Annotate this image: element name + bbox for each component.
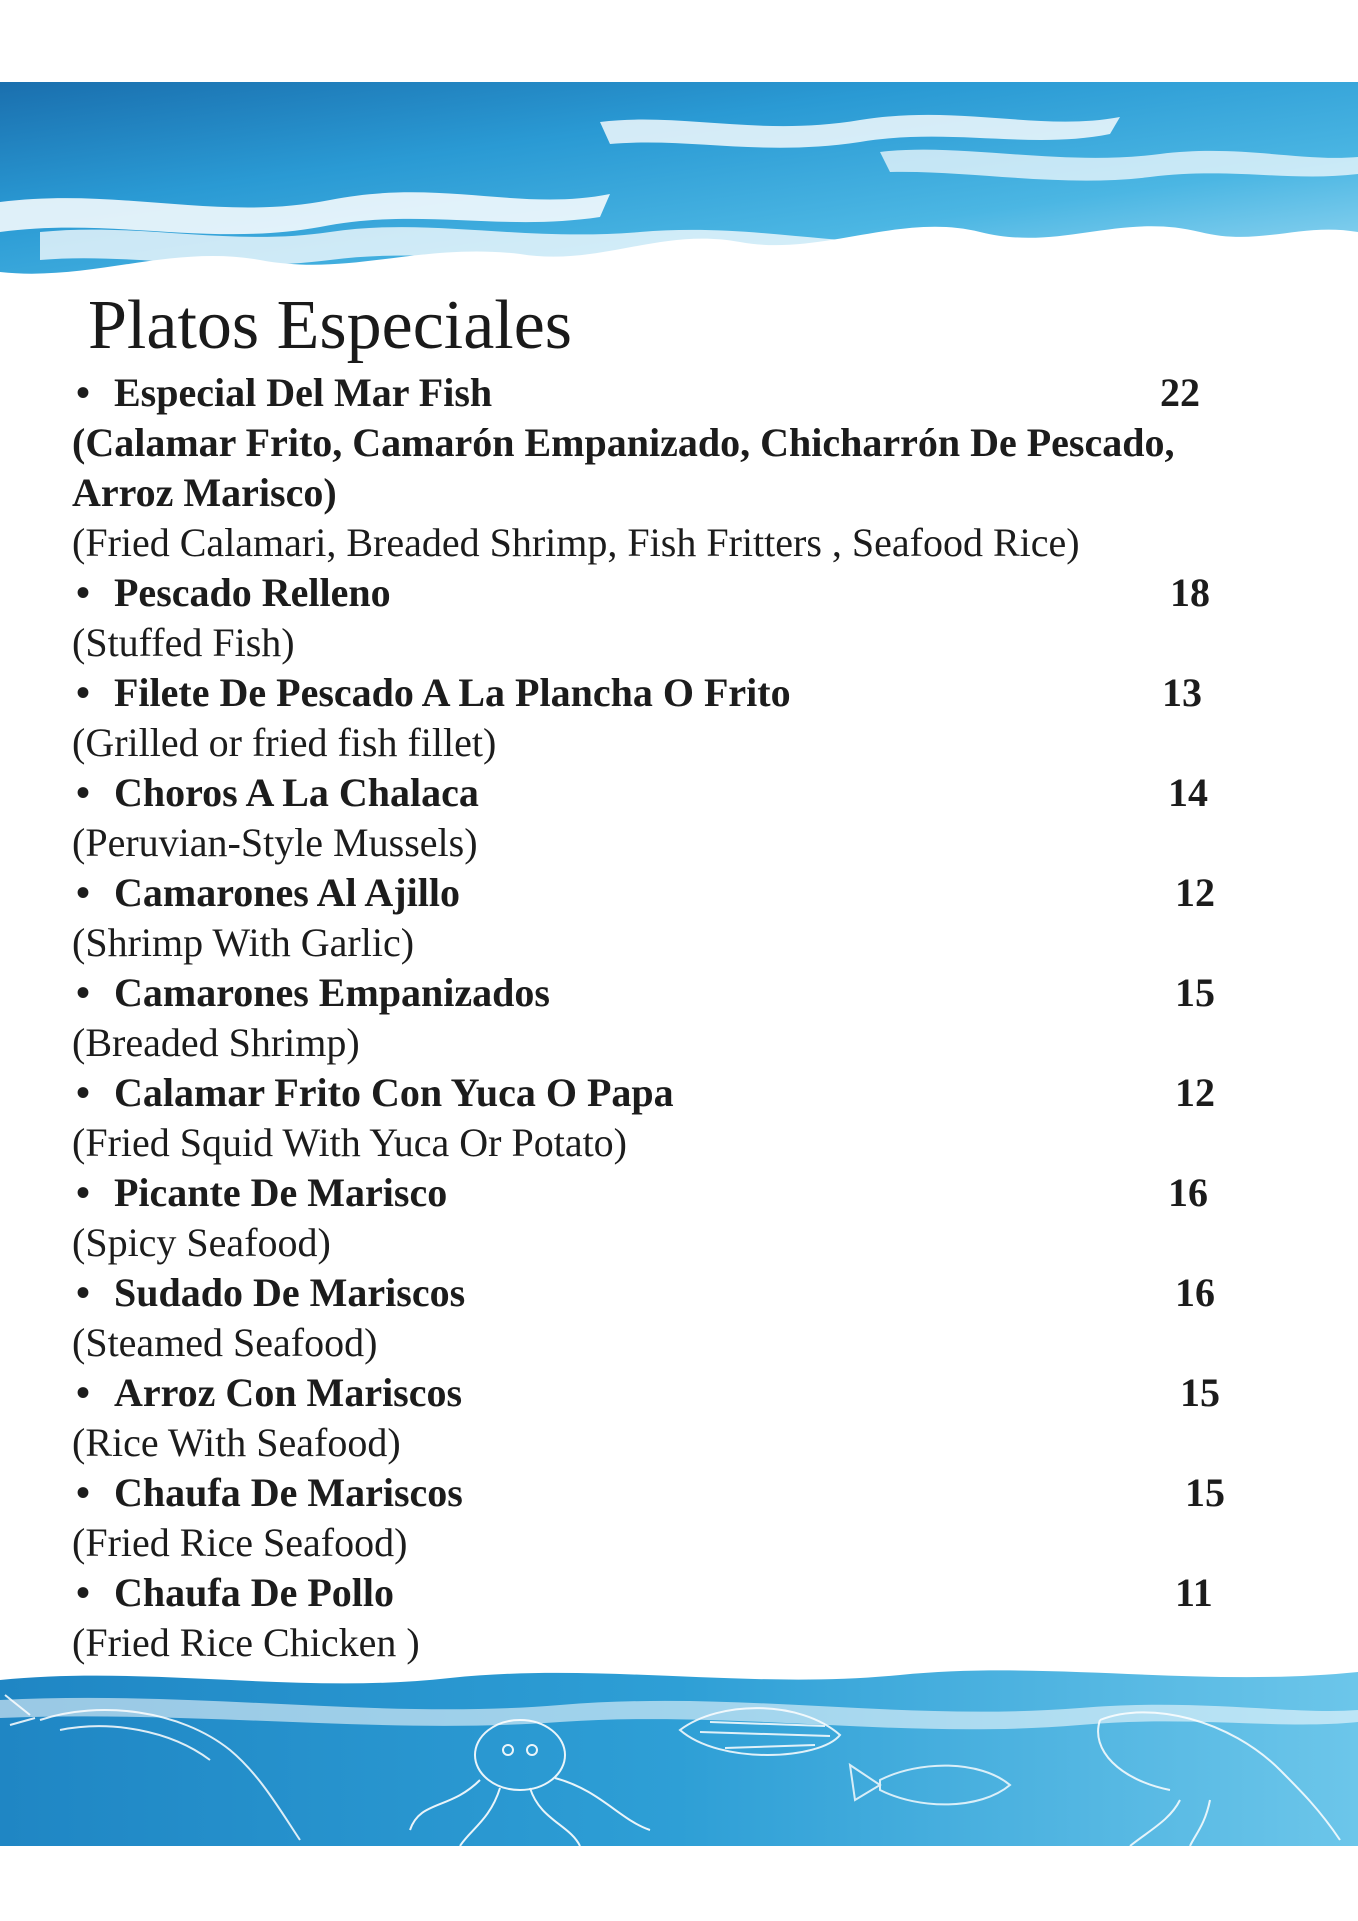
bullet-icon: •: [76, 1070, 91, 1115]
menu-item-price: 18: [1170, 570, 1210, 615]
menu-item-price: 16: [1175, 1270, 1215, 1315]
menu-item-label: Calamar Frito Con Yuca O Papa: [114, 1070, 674, 1115]
menu-item-label: Picante De Marisco: [114, 1170, 448, 1215]
menu-item-price: 16: [1168, 1170, 1208, 1215]
menu-item-label: Choros A La Chalaca: [114, 770, 479, 815]
menu-item-english-description: (Breaded Shrimp): [72, 1020, 360, 1065]
bullet-icon: •: [76, 1370, 91, 1415]
menu-item-name: [76, 568, 391, 618]
menu-item-label: Chaufa De Mariscos: [114, 1470, 463, 1515]
menu-item-name: [76, 1068, 674, 1118]
bullet-icon: •: [76, 1570, 91, 1615]
menu-item-name: [76, 1168, 447, 1218]
menu-item-price: 14: [1168, 770, 1208, 815]
bullet-icon: •: [76, 770, 91, 815]
menu-item-price: 22: [1160, 370, 1200, 415]
menu-item-label: Camarones Empanizados: [114, 970, 550, 1015]
menu-item-english-description: (Grilled or fried fish fillet): [72, 720, 497, 765]
menu-item-name: [76, 768, 479, 818]
menu-item-name: [76, 368, 492, 418]
menu-item-english-description: (Steamed Seafood): [72, 1320, 378, 1365]
menu-item-spanish-description: Arroz Marisco): [72, 470, 337, 515]
menu-item-price: 12: [1175, 1070, 1215, 1115]
menu-item-price: 11: [1175, 1570, 1213, 1615]
menu-item-price: 12: [1175, 870, 1215, 915]
bullet-icon: •: [76, 1170, 91, 1215]
menu-item-name: [76, 668, 791, 718]
menu-item-name: [76, 1468, 463, 1518]
menu-item-english-description: (Stuffed Fish): [72, 620, 295, 665]
bullet-icon: •: [76, 870, 91, 915]
menu-item-price: 15: [1175, 970, 1215, 1015]
menu-item-english-description: (Fried Calamari, Breaded Shrimp, Fish Fritters , Seafood Rice): [72, 520, 1080, 565]
bullet-icon: •: [76, 370, 91, 415]
menu-item-name: [76, 1368, 462, 1418]
menu-item-english-description: (Shrimp With Garlic): [72, 920, 415, 965]
bullet-icon: •: [76, 670, 91, 715]
bullet-icon: •: [76, 1270, 91, 1315]
menu-item-label: Filete De Pescado A La Plancha O Frito: [114, 670, 791, 715]
menu-item-name: [76, 868, 460, 918]
menu-item-english-description: (Spicy Seafood): [72, 1220, 331, 1265]
menu-item-name: [76, 968, 550, 1018]
bullet-icon: •: [76, 570, 91, 615]
menu-item-label: Especial Del Mar Fish: [114, 370, 493, 415]
menu-item-english-description: (Fried Rice Seafood): [72, 1520, 408, 1565]
menu-item-name: [76, 1568, 394, 1618]
menu-item-name: [76, 1268, 465, 1318]
bullet-icon: •: [76, 970, 91, 1015]
menu-item-label: Chaufa De Pollo: [114, 1570, 394, 1615]
menu-item-label: Arroz Con Mariscos: [114, 1370, 463, 1415]
menu-item-label: Pescado Relleno: [114, 570, 391, 615]
menu-item-price: 13: [1162, 670, 1202, 715]
bottom-watercolor-banner: [0, 1660, 1358, 1846]
menu-item-english-description: (Peruvian-Style Mussels): [72, 820, 478, 865]
menu-item-english-description: (Fried Squid With Yuca Or Potato): [72, 1120, 627, 1165]
page-title: Platos Especiales: [88, 287, 573, 364]
menu-item-english-description: (Rice With Seafood): [72, 1420, 401, 1465]
menu-item-label: Sudado De Mariscos: [114, 1270, 466, 1315]
menu-item-spanish-description: (Calamar Frito, Camarón Empanizado, Chicharrón De Pescado,: [72, 420, 1175, 465]
menu-item-label: Camarones Al Ajillo: [114, 870, 460, 915]
menu-item-english-description: (Fried Rice Chicken ): [72, 1620, 420, 1665]
menu-item-price: 15: [1180, 1370, 1220, 1415]
menu-item-price: 15: [1185, 1470, 1225, 1515]
bullet-icon: •: [76, 1470, 91, 1515]
